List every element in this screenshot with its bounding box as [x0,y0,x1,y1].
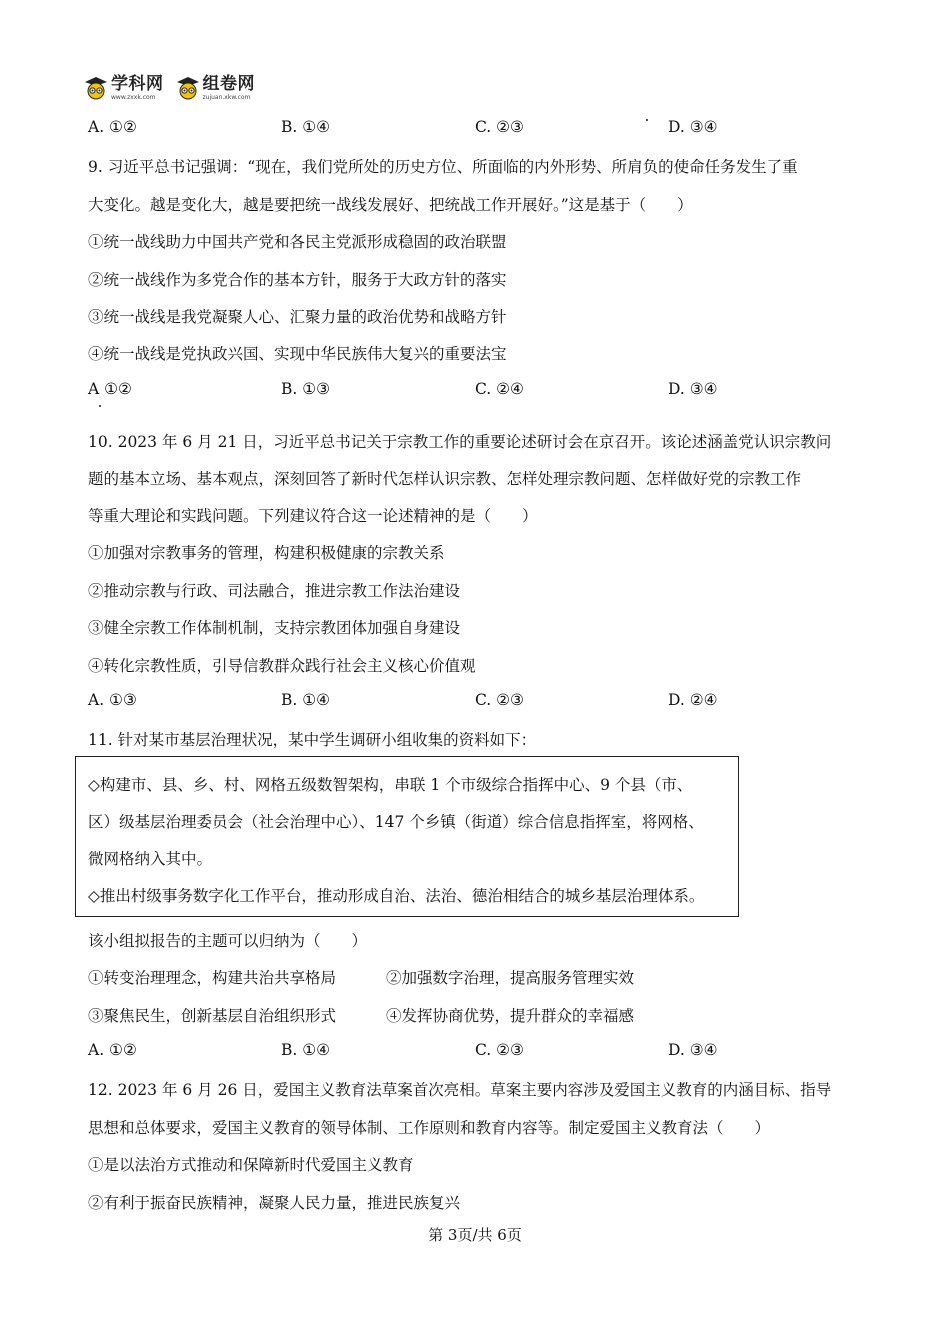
material-line: 区）级基层治理委员会（社会治理中心）、147 个乡镇（街道）综合信息指挥室，将网格、 [88,813,704,831]
header [84,70,267,106]
q12-item: ①是以法治方式推动和保障新时代爱国主义教育 [88,1156,414,1174]
q10-stem-line: 等重大理论和实践问题。下列建议符合这一论述精神的是（ ） [88,507,538,525]
option-a[interactable]: A. ①③ [88,691,137,709]
q9-item: ②统一战线作为多党合作的基本方针，服务于大政方针的落实 [88,271,507,289]
logo-url: zujuan.xkw.com [202,93,251,101]
option-b[interactable]: B. ①④ [281,1041,331,1059]
q11-item-row [88,966,635,988]
mascot-icon [84,76,108,100]
option-a[interactable]: A. ①② [88,118,137,136]
q10-options [88,691,788,713]
option-d[interactable]: D. ②④ [668,691,718,709]
q9-item: ④统一战线是党执政兴国、实现中华民族伟大复兴的重要法宝 [88,345,507,363]
material-line: 微网格纳入其中。 [88,850,213,868]
q12-item: ②有利于振奋民族精神，凝聚人民力量，推进民族复兴 [88,1194,461,1212]
q10-stem-line: 题的基本立场、基本观点，深刻回答了新时代怎样认识宗教、怎样处理宗教问题、怎样做好党的宗教工作 [88,470,802,488]
q11-item: ③聚焦民生，创新基层自治组织形式 [88,1007,337,1025]
logo-title: 组卷网 [202,73,255,94]
option-a[interactable]: A ①② [88,380,132,398]
logo-url: www.zxxk.com [111,93,156,101]
option-c[interactable]: C. ②④ [475,380,524,398]
q11-material-box [75,756,739,917]
option-c[interactable]: C. ②③ [475,118,524,136]
q9-stem-line: 9. 习近平总书记强调：“现在，我们党所处的历史方位、所面临的内外形势、所肩负的使命任务发生了重 [88,158,798,176]
option-c[interactable]: C. ②③ [475,1041,524,1059]
q11-item-row [88,1004,635,1026]
q11-options [88,1041,788,1063]
option-d[interactable]: D. ③④ [668,380,718,398]
q11-stem: 11. 针对某市基层治理状况，某中学生调研小组收集的资料如下： [88,731,537,749]
q11-item: ②加强数字治理，提高服务管理实效 [386,969,635,987]
zujuan-logo[interactable] [176,73,256,101]
stray-mark [99,405,101,407]
q11-question: 该小组拟报告的主题可以归纳为（ ） [88,932,368,950]
option-c[interactable]: C. ②③ [475,691,524,709]
mascot-icon [176,76,200,100]
q10-item: ②推动宗教与行政、司法融合，推进宗教工作法治建设 [88,582,461,600]
q8-options [88,118,788,140]
option-d[interactable]: D. ③④ [668,1041,718,1059]
logo-title: 学科网 [111,73,164,94]
q9-item: ①统一战线助力中国共产党和各民主党派形成稳固的政治联盟 [88,233,507,251]
option-d[interactable]: D. ③④ [668,118,718,136]
q11-item: ①转变治理理念，构建共治共享格局 [88,969,337,987]
material-line: ◇构建市、县、乡、村、网格五级数智架构，串联 1 个市级综合指挥中心、9 个县（市、 [88,776,693,794]
q9-options [88,380,788,402]
stray-mark [646,119,648,121]
q10-stem-line: 10. 2023 年 6 月 21 日，习近平总书记关于宗教工作的重要论述研讨会在京召开。该论述涵盖党认识宗教问 [88,433,832,451]
q9-stem-line: 大变化。越是变化大，越是要把统一战线发展好、把统战工作开展好。”这是基于（ ） [88,196,693,214]
page-number: 第 3页/共 6页 [428,1226,522,1244]
option-a[interactable]: A. ①② [88,1041,137,1059]
q9-item: ③统一战线是我党凝聚人心、汇聚力量的政治优势和战略方针 [88,308,507,326]
q10-item: ③健全宗教工作体制机制，支持宗教团体加强自身建设 [88,619,461,637]
material-line: ◇推出村级事务数字化工作平台，推动形成自治、法治、德治相结合的城乡基层治理体系。 [88,887,705,905]
option-b[interactable]: B. ①④ [281,691,331,709]
q12-stem-line: 12. 2023 年 6 月 26 日，爱国主义教育法草案首次亮相。草案主要内容涉及爱国主义教育的内涵目标、指导 [88,1081,832,1099]
q11-item: ④发挥协商优势，提升群众的幸福感 [386,1007,635,1025]
q10-item: ④转化宗教性质，引导信教群众践行社会主义核心价值观 [88,657,476,675]
option-b[interactable]: B. ①③ [281,380,331,398]
q10-item: ①加强对宗教事务的管理，构建积极健康的宗教关系 [88,544,445,562]
option-b[interactable]: B. ①④ [281,118,331,136]
xueke-logo[interactable] [84,73,164,101]
q12-stem-line: 思想和总体要求，爱国主义教育的领导体制、工作原则和教育内容等。制定爱国主义教育法（ ） [88,1119,771,1137]
